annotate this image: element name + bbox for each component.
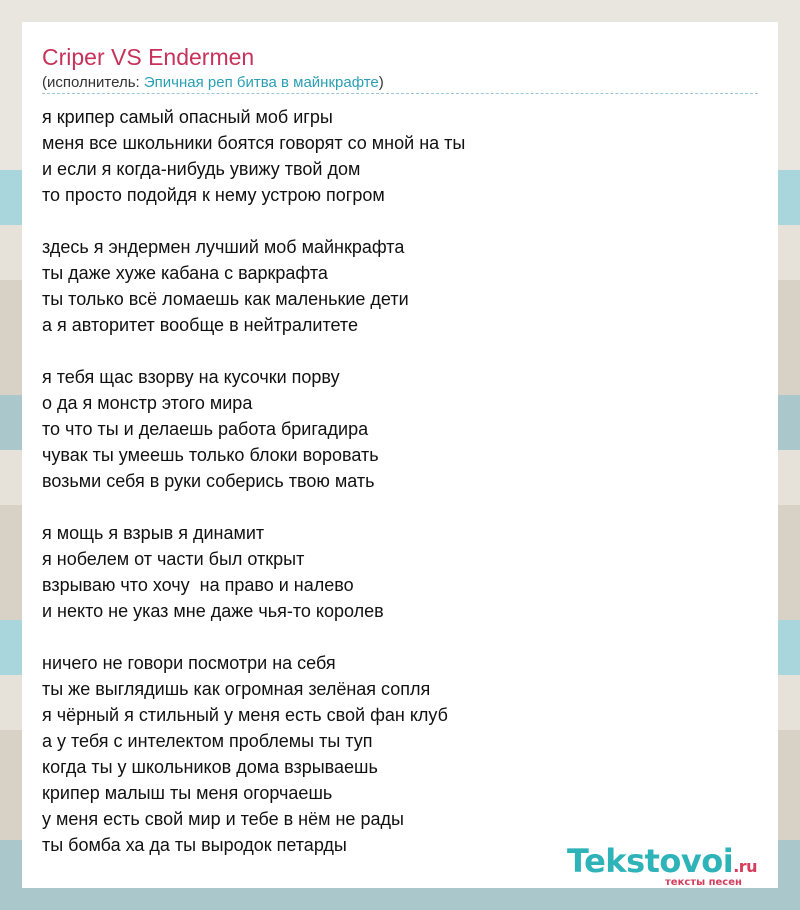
stanza-gap	[42, 208, 758, 234]
stanza-gap	[42, 338, 758, 364]
song-title: Criper VS Endermen	[42, 44, 255, 70]
logo-domain: .ru	[733, 857, 758, 876]
lyric-line: о да я монстр этого мира	[42, 393, 253, 413]
lyric-line: когда ты у школьников дома взрываешь	[42, 757, 378, 777]
artist-prefix: (исполнитель:	[42, 74, 144, 91]
lyric-line: то просто подойдя к нему устрою погром	[42, 185, 385, 205]
lyric-line: а у тебя с интелектом проблемы ты туп	[42, 731, 373, 751]
lyric-line: ты только всё ломаешь как маленькие дети	[42, 289, 409, 309]
lyric-line: то что ты и делаешь работа бригадира	[42, 419, 369, 439]
lyric-line: ничего не говори посмотри на себя	[42, 653, 336, 673]
artist-line	[42, 74, 384, 91]
lyric-line: я мощь я взрыв я динамит	[42, 523, 265, 543]
lyric-line: я крипер самый опасный моб игры	[42, 107, 333, 127]
logo-wordmark	[567, 842, 757, 880]
lyric-line: я тебя щас взорву на кусочки порву	[42, 367, 340, 387]
lyric-line: крипер малыш ты меня огорчаешь	[42, 783, 333, 803]
lyric-line: и некто не указ мне даже чья-то королев	[42, 601, 384, 621]
lyric-line: здесь я эндермен лучший моб майнкрафта	[42, 237, 405, 257]
artist-suffix: )	[378, 74, 384, 91]
lyric-line: ты даже хуже кабана с варкрафта	[42, 263, 328, 283]
lyric-line: ты бомба ха да ты выродок петарды	[42, 835, 347, 855]
stanza-gap	[42, 624, 758, 650]
lyric-line: а я авторитет вообще в нейтралитете	[42, 315, 358, 335]
lyric-line: я чёрный я стильный у меня есть свой фан клуб	[42, 705, 448, 725]
lyric-line: чувак ты умеешь только блоки воровать	[42, 445, 379, 465]
logo-name: Tekstovoi	[567, 842, 734, 880]
lyric-line: меня все школьники боятся говорят со мной на ты	[42, 133, 466, 153]
lyric-line: и если я когда-нибудь увижу твой дом	[42, 159, 361, 179]
lyric-line: взрываю что хочу на право и налево	[42, 575, 354, 595]
lyric-line: возьми себя в руки соберись твою мать	[42, 471, 375, 491]
logo-tagline: тексты песен	[665, 877, 742, 888]
lyrics-card	[22, 22, 778, 888]
lyric-line: у меня есть свой мир и тебе в нём не рады	[42, 809, 404, 829]
lyric-line: ты же выглядишь как огромная зелёная сопля	[42, 679, 431, 699]
lyric-line: я нобелем от части был открыт	[42, 549, 305, 569]
site-logo[interactable]	[567, 842, 777, 892]
artist-link[interactable]: Эпичная реп битва в майнкрафте	[143, 74, 379, 91]
stanza-gap	[42, 494, 758, 520]
lyrics-text	[42, 104, 758, 858]
dashed-divider	[42, 93, 758, 94]
